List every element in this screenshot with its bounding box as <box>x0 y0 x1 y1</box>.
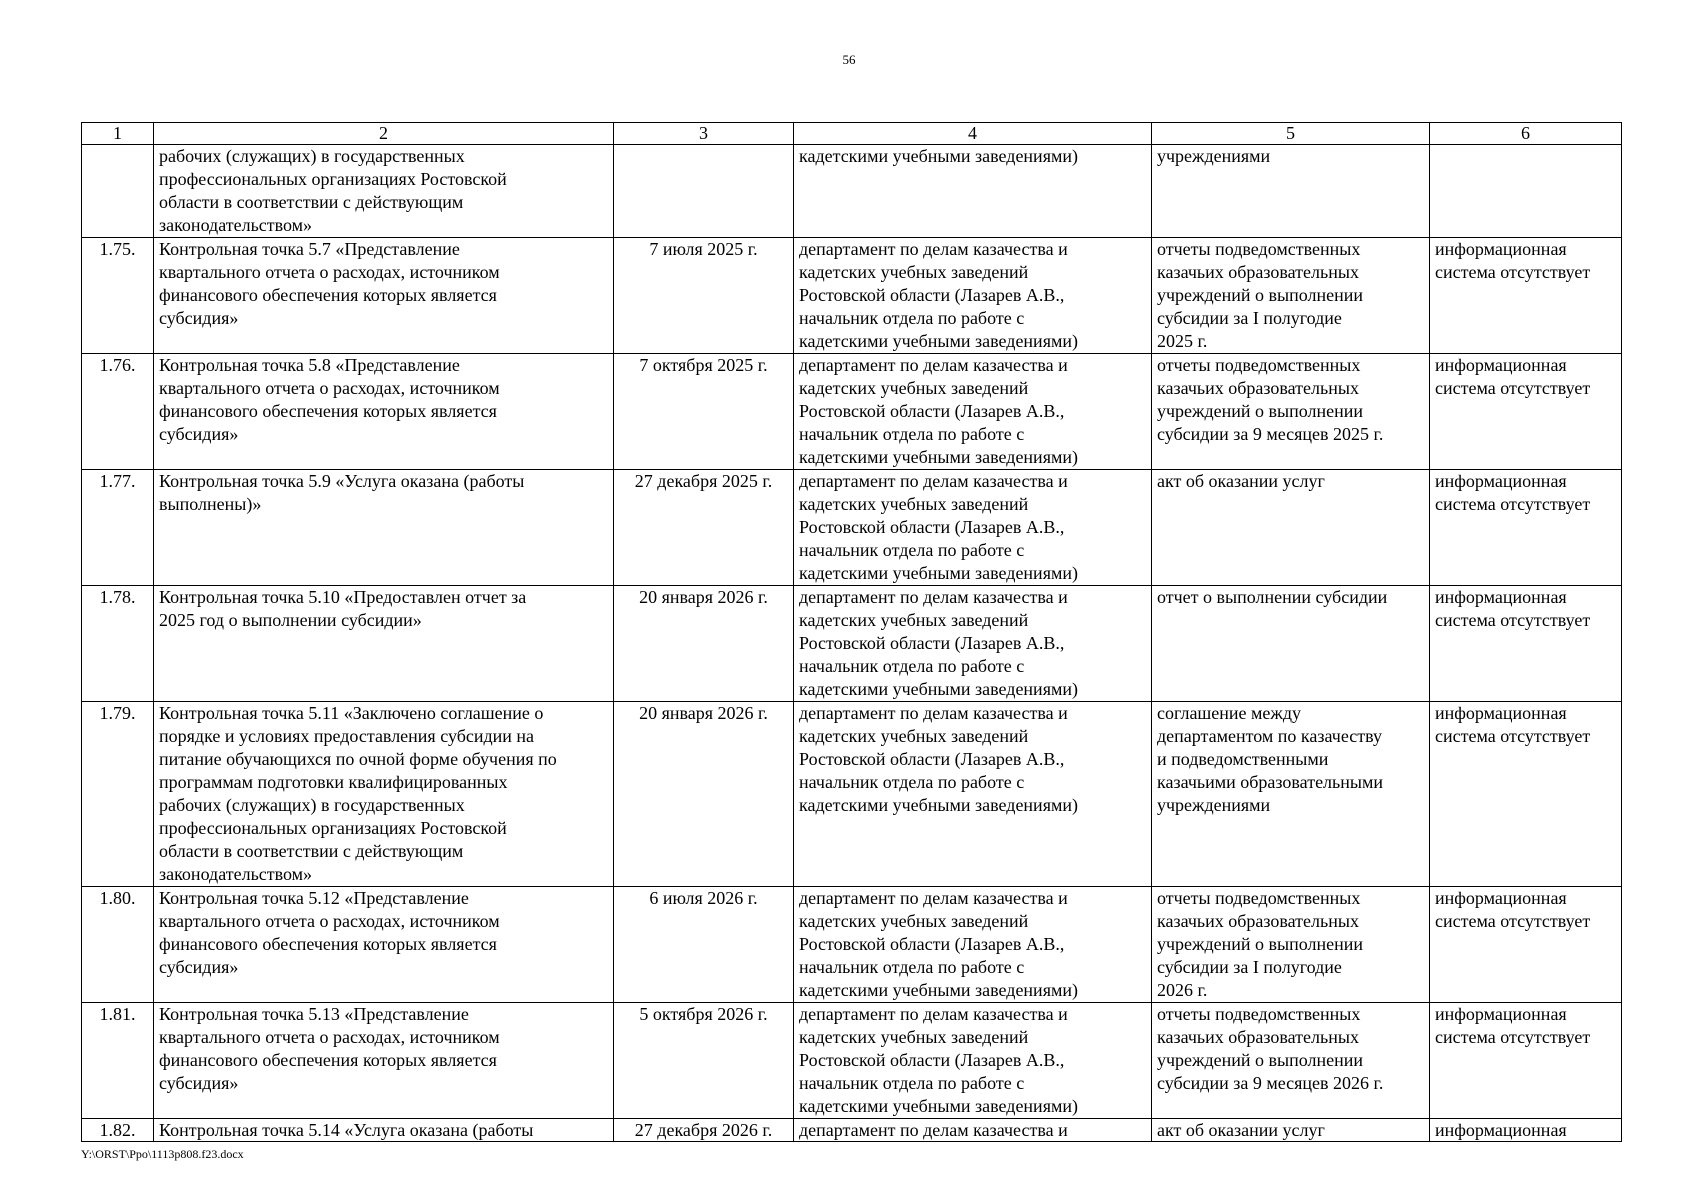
document-cell: отчет о выполнении субсидии <box>1152 586 1430 702</box>
responsible-cell: департамент по делам казачества и кадетских учебных заведений Ростовской области (Лазарев А.В., начальник отдела по работе с кадетскими учебными заведениями) <box>794 354 1152 470</box>
document-cell: акт об оказании услуг <box>1152 1119 1430 1142</box>
document-cell: соглашение между департаментом по казачеству и подведомственными казачьими образовательными учреждениями <box>1152 702 1430 887</box>
description-cell: Контрольная точка 5.9 «Услуга оказана (работы выполнены)» <box>154 470 614 586</box>
responsible-cell: департамент по делам казачества и кадетских учебных заведений Ростовской области (Лазарев А.В., начальник отдела по работе с кадетскими учебными заведениями) <box>794 702 1152 887</box>
system-cell: информационная система отсутствует <box>1430 470 1622 586</box>
column-header: 6 <box>1430 123 1622 145</box>
responsible-cell: кадетскими учебными заведениями) <box>794 145 1152 238</box>
column-header: 3 <box>614 123 794 145</box>
row-number-cell: 1.76. <box>82 354 154 470</box>
date-cell: 6 июля 2026 г. <box>614 887 794 1003</box>
system-cell: информационная система отсутствует <box>1430 238 1622 354</box>
document-cell: отчеты подведомственных казачьих образовательных учреждений о выполнении субсидии за 9 месяцев 2025 г. <box>1152 354 1430 470</box>
row-number-cell: 1.82. <box>82 1119 154 1142</box>
table-row <box>82 702 1622 887</box>
date-cell: 27 декабря 2025 г. <box>614 470 794 586</box>
description-cell: Контрольная точка 5.13 «Представление квартального отчета о расходах, источником финансового обеспечения которых является субсидия» <box>154 1003 614 1119</box>
document-cell: учреждениями <box>1152 145 1430 238</box>
document-cell: отчеты подведомственных казачьих образовательных учреждений о выполнении субсидии за I полугодие 2025 г. <box>1152 238 1430 354</box>
table-row <box>82 354 1622 470</box>
system-cell: информационная система отсутствует <box>1430 1003 1622 1119</box>
control-points-table <box>81 122 1622 1142</box>
responsible-cell: департамент по делам казачества и кадетских учебных заведений Ростовской области (Лазарев А.В., начальник отдела по работе с кадетскими учебными заведениями) <box>794 586 1152 702</box>
description-cell: Контрольная точка 5.12 «Представление квартального отчета о расходах, источником финансового обеспечения которых является субсидия» <box>154 887 614 1003</box>
responsible-cell: департамент по делам казачества и <box>794 1119 1152 1142</box>
table-row <box>82 470 1622 586</box>
system-cell: информационная система отсутствует <box>1430 354 1622 470</box>
table-row <box>82 1119 1622 1142</box>
table-row <box>82 887 1622 1003</box>
table-row <box>82 238 1622 354</box>
document-cell: акт об оказании услуг <box>1152 470 1430 586</box>
system-cell: информационная система отсутствует <box>1430 702 1622 887</box>
row-number-cell: 1.77. <box>82 470 154 586</box>
system-cell: информационная <box>1430 1119 1622 1142</box>
column-header: 1 <box>82 123 154 145</box>
row-number-cell: 1.75. <box>82 238 154 354</box>
responsible-cell: департамент по делам казачества и кадетских учебных заведений Ростовской области (Лазарев А.В., начальник отдела по работе с кадетскими учебными заведениями) <box>794 470 1152 586</box>
file-path-footer: Y:\ORST\Ppo\1113p808.f23.docx <box>81 1147 244 1161</box>
description-cell: Контрольная точка 5.8 «Представление квартального отчета о расходах, источником финансового обеспечения которых является субсидия» <box>154 354 614 470</box>
date-cell: 27 декабря 2026 г. <box>614 1119 794 1142</box>
row-number-cell: 1.81. <box>82 1003 154 1119</box>
date-cell: 7 октября 2025 г. <box>614 354 794 470</box>
document-cell: отчеты подведомственных казачьих образовательных учреждений о выполнении субсидии за 9 месяцев 2026 г. <box>1152 1003 1430 1119</box>
description-cell: Контрольная точка 5.11 «Заключено соглашение о порядке и условиях предоставления субсидии на питание обучающихся по очной форме обучения по программам подготовки квалифицированных рабочих (служащих) в государственных профессиональных организациях Ростовской области в соответствии с действующим законодательством» <box>154 702 614 887</box>
date-cell <box>614 145 794 238</box>
column-header: 2 <box>154 123 614 145</box>
row-number-cell: 1.78. <box>82 586 154 702</box>
column-header: 4 <box>794 123 1152 145</box>
description-cell: рабочих (служащих) в государственных профессиональных организациях Ростовской области в соответствии с действующим законодательством» <box>154 145 614 238</box>
row-number-cell: 1.80. <box>82 887 154 1003</box>
responsible-cell: департамент по делам казачества и кадетских учебных заведений Ростовской области (Лазарев А.В., начальник отдела по работе с кадетскими учебными заведениями) <box>794 887 1152 1003</box>
table-row-continuation <box>82 145 1622 238</box>
system-cell: информационная система отсутствует <box>1430 586 1622 702</box>
row-number-cell: 1.79. <box>82 702 154 887</box>
date-cell: 5 октября 2026 г. <box>614 1003 794 1119</box>
date-cell: 20 января 2026 г. <box>614 586 794 702</box>
table-header-row <box>82 123 1622 145</box>
date-cell: 20 января 2026 г. <box>614 702 794 887</box>
document-cell: отчеты подведомственных казачьих образовательных учреждений о выполнении субсидии за I полугодие 2026 г. <box>1152 887 1430 1003</box>
responsible-cell: департамент по делам казачества и кадетских учебных заведений Ростовской области (Лазарев А.В., начальник отдела по работе с кадетскими учебными заведениями) <box>794 1003 1152 1119</box>
table-row <box>82 1003 1622 1119</box>
description-cell: Контрольная точка 5.7 «Представление квартального отчета о расходах, источником финансового обеспечения которых является субсидия» <box>154 238 614 354</box>
table-row <box>82 586 1622 702</box>
page-number: 56 <box>842 52 856 67</box>
system-cell: информационная система отсутствует <box>1430 887 1622 1003</box>
description-cell: Контрольная точка 5.14 «Услуга оказана (работы <box>154 1119 614 1142</box>
responsible-cell: департамент по делам казачества и кадетских учебных заведений Ростовской области (Лазарев А.В., начальник отдела по работе с кадетскими учебными заведениями) <box>794 238 1152 354</box>
column-header: 5 <box>1152 123 1430 145</box>
description-cell: Контрольная точка 5.10 «Предоставлен отчет за 2025 год о выполнении субсидии» <box>154 586 614 702</box>
date-cell: 7 июля 2025 г. <box>614 238 794 354</box>
row-number-cell <box>82 145 154 238</box>
system-cell <box>1430 145 1622 238</box>
